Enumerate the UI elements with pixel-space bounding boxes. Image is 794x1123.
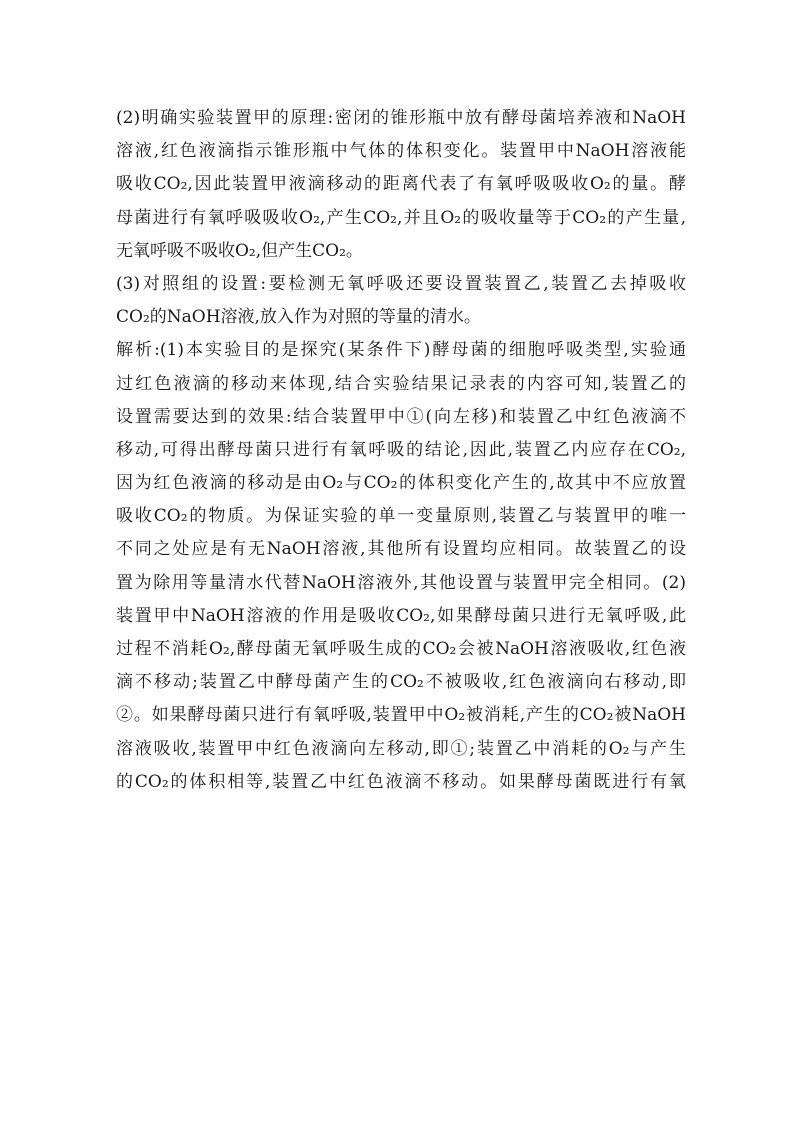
text-line: 滴不移动;装置乙中酵母菌产生的CO₂不被吸收,红色液滴向右移动,即 xyxy=(116,672,686,693)
text-line: CO₂的NaOH溶液,放入作为对照的等量的清水。 xyxy=(116,307,481,328)
text-line: (3)对照组的设置:要检测无氧呼吸还要设置装置乙,装置乙去掉吸收 xyxy=(116,273,686,294)
document-body xyxy=(116,102,686,799)
text-line: 不同之处应是有无NaOH溶液,其他所有设置均应相同。故装置乙的设 xyxy=(116,539,686,560)
text-line: 的CO₂的体积相等,装置乙中红色液滴不移动。如果酵母菌既进行有氧 xyxy=(116,771,686,792)
text-line: 无氧呼吸不吸收O₂,但产生CO₂。 xyxy=(116,240,363,261)
text-line: 吸收CO₂,因此装置甲液滴移动的距离代表了有氧呼吸吸收O₂的量。酵 xyxy=(116,174,686,195)
text-line: 移动,可得出酵母菌只进行有氧呼吸的结论,因此,装置乙内应存在CO₂, xyxy=(116,439,686,460)
text-line: 溶液吸收,装置甲中红色液滴向左移动,即①;装置乙中消耗的O₂与产生 xyxy=(116,738,686,759)
text-line: 溶液,红色液滴指示锥形瓶中气体的体积变化。装置甲中NaOH溶液能 xyxy=(116,141,686,162)
text-line: 装置甲中NaOH溶液的作用是吸收CO₂,如果酵母菌只进行无氧呼吸,此 xyxy=(116,605,686,626)
text-line: 解析:(1)本实验目的是探究(某条件下)酵母菌的细胞呼吸类型,实验通 xyxy=(116,340,686,361)
text-line: 过程不消耗O₂,酵母菌无氧呼吸生成的CO₂会被NaOH溶液吸收,红色液 xyxy=(116,639,686,659)
text-line: 置为除用等量清水代替NaOH溶液外,其他设置与装置甲完全相同。(2) xyxy=(116,572,686,593)
text-line: ②。如果酵母菌只进行有氧呼吸,装置甲中O₂被消耗,产生的CO₂被NaOH xyxy=(116,705,686,726)
text-line: (2)明确实验装置甲的原理:密闭的锥形瓶中放有酵母菌培养液和NaOH xyxy=(116,108,686,128)
text-line: 母菌进行有氧呼吸吸收O₂,产生CO₂,并且O₂的吸收量等于CO₂的产生量, xyxy=(116,207,686,228)
text-line: 吸收CO₂的物质。为保证实验的单一变量原则,装置乙与装置甲的唯一 xyxy=(116,506,686,527)
text-line: 设置需要达到的效果:结合装置甲中①(向左移)和装置乙中红色液滴不 xyxy=(116,406,686,427)
text-line: 过红色液滴的移动来体现,结合实验结果记录表的内容可知,装置乙的 xyxy=(116,373,686,394)
text-line: 因为红色液滴的移动是由O₂与CO₂的体积变化产生的,故其中不应放置 xyxy=(116,473,686,494)
